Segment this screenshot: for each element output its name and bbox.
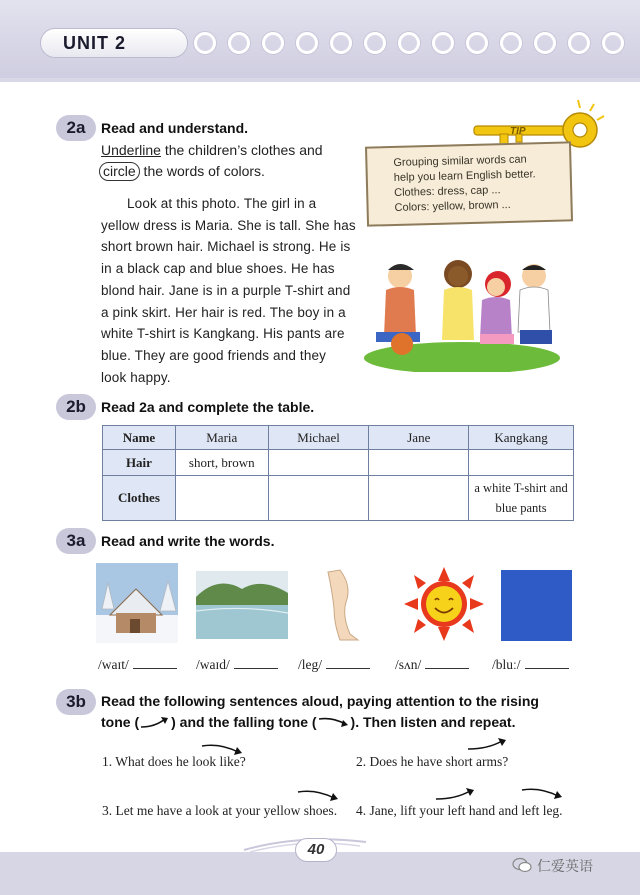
tip-key-label: TIP — [510, 126, 526, 137]
phonetic-text: /waɪd/ — [196, 657, 230, 672]
unit-title: UNIT 2 — [63, 33, 127, 53]
ring-decoration — [398, 32, 420, 54]
passage-line: a pink skirt. Her hair is red. The boy in a — [101, 304, 346, 320]
passage-line: Look at this photo. The girl in a — [127, 196, 317, 211]
wechat-icon — [512, 857, 532, 873]
title-part: ). Then listen and repeat. — [350, 714, 516, 730]
answer-blank[interactable] — [326, 657, 370, 669]
table-header-cell: Maria — [175, 426, 268, 450]
tip-line: Grouping similar words can — [393, 153, 527, 169]
ring-decoration — [568, 32, 590, 54]
falling-tone-arrow-icon — [520, 786, 566, 802]
table-header-cell: Name — [103, 426, 176, 450]
table-cell: short, brown — [175, 450, 268, 476]
ring-decoration — [602, 32, 624, 54]
page-number: 40 — [295, 838, 337, 862]
answer-blank[interactable] — [133, 657, 177, 669]
four-children-illustration — [362, 240, 562, 372]
phonetic-item — [98, 657, 177, 673]
blue-square-picture — [501, 570, 572, 641]
answer-blank[interactable] — [425, 657, 469, 669]
table-cell-blank[interactable] — [268, 476, 369, 521]
smiling-sun-picture — [404, 567, 484, 641]
reading-passage — [101, 193, 357, 388]
table-row-label: Clothes — [103, 476, 176, 521]
table-cell-blank[interactable] — [175, 476, 268, 521]
tip-box — [365, 141, 573, 226]
phonetic-item — [196, 657, 278, 673]
rising-tone-arrow-icon — [466, 736, 510, 752]
sentence-1: 1. What does he look like? — [102, 754, 246, 769]
falling-tone-arrow-icon — [296, 788, 342, 804]
passage-line: in a black cap and blue shoes. He has — [101, 261, 335, 277]
falling-tone-arrow-icon — [317, 715, 351, 729]
instruction-text: the words of colors. — [139, 163, 265, 179]
table-header-row — [103, 426, 574, 450]
ring-decoration — [228, 32, 250, 54]
snowy-house-picture — [96, 563, 178, 643]
section-title-3b-line2 — [101, 714, 515, 730]
section-badge-3a: 3a — [56, 528, 96, 554]
table-header-cell: Michael — [268, 426, 369, 450]
section-badge-2a: 2a — [56, 115, 96, 141]
passage-line: yellow dress is Maria. She is tall. She has — [101, 217, 356, 233]
title-part: ) and the falling tone ( — [171, 714, 317, 730]
phonetic-text: /bluː/ — [492, 657, 521, 672]
phonetic-text: /leg/ — [298, 657, 322, 672]
tip-line: Colors: yellow, brown ... — [394, 198, 511, 214]
underline-word: Underline — [101, 142, 161, 158]
lake-landscape-picture — [196, 571, 288, 639]
table-cell-blank[interactable] — [369, 450, 469, 476]
section-title-2b: Read 2a and complete the table. — [101, 399, 315, 415]
phonetic-item — [492, 657, 569, 673]
instruction-line-2 — [99, 161, 265, 182]
answer-blank[interactable] — [525, 657, 569, 669]
section-title-3b-line1: Read the following sentences aloud, paying attention to the rising — [101, 693, 539, 709]
passage-line: look happy. — [101, 369, 171, 385]
ring-decoration — [296, 32, 318, 54]
rising-tone-arrow-icon — [434, 786, 478, 802]
ring-decoration — [534, 32, 556, 54]
passage-line: blond hair. Jane is in a purple T-shirt and — [101, 282, 351, 298]
section-title-2a: Read and understand. — [101, 120, 249, 136]
table-header-cell: Kangkang — [469, 426, 574, 450]
table-row — [103, 476, 574, 521]
section-badge-2b: 2b — [56, 394, 96, 420]
ring-decoration — [330, 32, 352, 54]
title-part: tone ( — [101, 714, 140, 730]
phonetic-text: /waɪt/ — [98, 657, 129, 672]
circled-word: circle — [99, 162, 140, 181]
table-cell-blank[interactable] — [469, 450, 574, 476]
sentence-3: 3. Let me have a look at your yellow shoes. — [102, 803, 338, 818]
table-cell-blank[interactable] — [268, 450, 369, 476]
passage-line: white T-shirt is Kangkang. His pants are — [101, 326, 345, 342]
tip-line: Clothes: dress, cap ... — [394, 184, 501, 199]
ring-decoration — [500, 32, 522, 54]
table-cell-blank[interactable] — [369, 476, 469, 521]
decorative-rings — [190, 32, 640, 56]
ring-decoration — [432, 32, 454, 54]
ring-decoration — [466, 32, 488, 54]
instruction-text: the children’s clothes and — [160, 142, 323, 158]
sentence-2: 2. Does he have short arms? — [356, 754, 509, 769]
tip-line: help you learn English better. — [393, 168, 536, 184]
instruction-line-1 — [101, 140, 323, 161]
watermark-text: 仁爱英语 — [537, 858, 593, 874]
info-table — [102, 425, 574, 521]
phonetic-item — [395, 657, 469, 673]
passage-line: short brown hair. Michael is strong. He is — [101, 239, 351, 255]
ring-decoration — [364, 32, 386, 54]
ring-decoration — [194, 32, 216, 54]
rising-tone-arrow-icon — [139, 715, 171, 729]
table-header-cell: Jane — [369, 426, 469, 450]
ring-decoration — [262, 32, 284, 54]
answer-blank[interactable] — [234, 657, 278, 669]
leg-picture — [318, 568, 368, 642]
sentence-4: 4. Jane, lift your left hand and left leg. — [356, 803, 563, 818]
table-row-label: Hair — [103, 450, 176, 476]
phonetic-item — [298, 657, 370, 673]
section-title-3a: Read and write the words. — [101, 533, 275, 549]
table-row — [103, 450, 574, 476]
phonetic-text: /sʌn/ — [395, 657, 422, 672]
section-badge-3b: 3b — [56, 689, 96, 715]
passage-line: blue. They are good friends and they — [101, 347, 327, 363]
table-cell: a white T-shirt and blue pants — [469, 476, 574, 521]
unit-tab — [40, 28, 188, 58]
